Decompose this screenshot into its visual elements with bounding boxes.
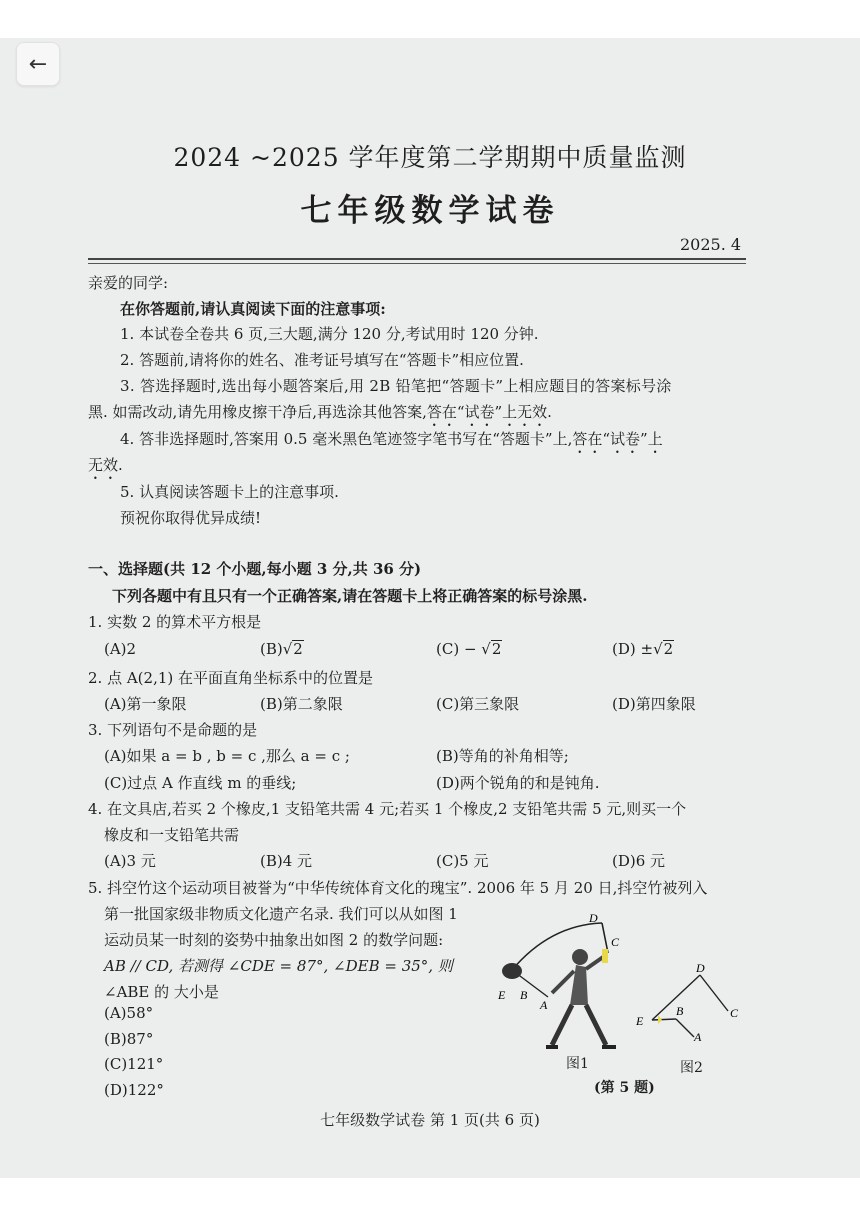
q3-option-c: (C)过点 A 作直线 m 的垂线; xyxy=(104,774,297,792)
q1-option-d xyxy=(612,640,674,658)
fig1-caption: 图1 xyxy=(566,1056,589,1072)
exam-title-line1: 2024 ~2025 学年度第二学期期中质量监测 xyxy=(173,143,687,172)
q2-option-d: (D)第四象限 xyxy=(612,695,696,713)
notice-item-3-emph: 答在“试卷”上无效. xyxy=(426,403,552,421)
q4-stem-line2: 橡皮和一支铅笔共需 xyxy=(104,826,240,844)
header-rule-thick xyxy=(88,258,746,260)
q1-option-c xyxy=(436,640,502,658)
fig2-caption: 图2 xyxy=(680,1060,703,1076)
q3-option-a: (A)如果 a = b , b = c ,那么 a = c ; xyxy=(104,747,350,765)
q1-option-c-prefix: (C) − √ xyxy=(436,640,491,658)
sqrt-icon: √ xyxy=(282,640,293,658)
q2-option-a: (A)第一象限 xyxy=(104,695,187,713)
figure-1-drawing xyxy=(490,905,640,1065)
section1-heading: 一、选择题(共 12 个小题,每小题 3 分,共 36 分) xyxy=(88,560,422,578)
q4-option-b: (B)4 元 xyxy=(260,852,313,870)
notice-item-3-cont-a: 黑. 如需改动,请先用橡皮擦干净后,再选涂其他答案, xyxy=(88,403,427,421)
q1-option-b xyxy=(260,640,304,658)
q2-stem: 2. 点 A(2,1) 在平面直角坐标系中的位置是 xyxy=(88,669,374,687)
fig2-label-d: D xyxy=(696,961,705,975)
q1-option-b-radicand: 2 xyxy=(293,640,303,658)
q3-option-d: (D)两个锐角的和是钝角. xyxy=(436,774,600,792)
notice-intro: 在你答题前,请认真阅读下面的注意事项: xyxy=(120,300,386,318)
fig1-label-d: D xyxy=(589,911,598,925)
q5-option-d: (D)122° xyxy=(104,1081,164,1099)
q1-stem: 1. 实数 2 的算术平方根是 xyxy=(88,613,262,631)
figure-2-drawing xyxy=(632,955,752,1055)
notice-item-4 xyxy=(120,428,663,457)
q3-stem: 3. 下列语句不是命题的是 xyxy=(88,721,258,739)
q1-option-c-radicand: 2 xyxy=(491,640,502,658)
q5-option-a: (A)58° xyxy=(104,1004,154,1022)
fig2-label-a: A xyxy=(694,1030,702,1044)
back-arrow-icon: ← xyxy=(28,51,48,77)
q4-option-d: (D)6 元 xyxy=(612,852,666,870)
q2-option-b: (B)第二象限 xyxy=(260,695,343,713)
q4-option-a: (A)3 元 xyxy=(104,852,156,870)
notice-greeting: 亲爱的同学: xyxy=(88,274,169,292)
exam-title-line2: 七年级数学试卷 xyxy=(300,193,560,229)
q1-option-a: (A)2 xyxy=(104,640,137,658)
q5-stem-line3: 运动员某一时刻的姿势中抽象出如图 2 的数学问题: xyxy=(104,931,444,949)
notice-item-3: 3. 答选择题时,选出每小题答案后,用 2B 铅笔把“答题卡”上相应题目的答案标号涂 xyxy=(120,377,672,395)
fig1-label-e: E xyxy=(498,988,506,1002)
notice-wish: 预祝你取得优异成绩! xyxy=(120,509,262,527)
q1-option-d-radicand: 2 xyxy=(663,640,674,658)
header-rule-thin xyxy=(88,263,746,264)
q5-stem-line5: ∠ABE 的 大小是 xyxy=(104,983,219,1001)
section1-instruction: 下列各题中有且只有一个正确答案,请在答题卡上将正确答案的标号涂黑. xyxy=(112,587,588,605)
notice-item-4-cont: 无效. xyxy=(88,456,123,474)
q1-option-b-prefix: (B) xyxy=(260,640,283,658)
page-footer: 七年级数学试卷 第 1 页(共 6 页) xyxy=(320,1111,540,1129)
notice-item-1: 1. 本试卷全卷共 6 页,三大题,满分 120 分,考试用时 120 分钟. xyxy=(120,325,539,343)
notice-item-4-emph: 答在“试卷”上 xyxy=(572,430,663,448)
q5-figure-label: (第 5 题) xyxy=(594,1080,655,1096)
notice-item-2: 2. 答题前,请将你的姓名、准考证号填写在“答题卡”相应位置. xyxy=(120,351,524,369)
q1-option-d-prefix: (D) ±√ xyxy=(612,640,663,658)
q4-option-c: (C)5 元 xyxy=(436,852,489,870)
fig2-label-e: E xyxy=(636,1014,644,1028)
fig1-label-b: B xyxy=(520,988,528,1002)
exam-date: 2025. 4 xyxy=(680,235,742,254)
q3-option-b: (B)等角的补角相等; xyxy=(436,747,569,765)
q5-stem-line4: AB // CD, 若测得 ∠CDE = 87°, ∠DEB = 35°, 则 xyxy=(104,957,453,975)
notice-item-4-a: 4. 答非选择题时,答案用 0.5 毫米黑色笔迹签字笔书写在“答题卡”上, xyxy=(120,430,573,448)
back-button[interactable] xyxy=(16,42,60,86)
q2-option-c: (C)第三象限 xyxy=(436,695,520,713)
fig2-label-c: C xyxy=(730,1006,739,1020)
q5-option-c: (C)121° xyxy=(104,1055,164,1073)
q5-option-b: (B)87° xyxy=(104,1030,154,1048)
notice-item-3-cont xyxy=(88,401,552,430)
q5-stem-line2: 第一批国家级非物质文化遗产名录. 我们可以从如图 1 xyxy=(104,905,458,923)
fig2-label-b: B xyxy=(676,1004,684,1018)
fig1-label-c: C xyxy=(611,935,620,949)
fig1-label-a: A xyxy=(540,998,548,1012)
q5-stem-line1: 5. 抖空竹这个运动项目被誉为“中华传统体育文化的瑰宝”. 2006 年 5 月 20 日,抖空竹被列入 xyxy=(88,879,708,897)
notice-item-5: 5. 认真阅读答题卡上的注意事项. xyxy=(120,483,339,501)
q4-stem-line1: 4. 在文具店,若买 2 个橡皮,1 支铅笔共需 4 元;若买 1 个橡皮,2 支铅笔共需 5 元,则买一个 xyxy=(88,800,687,818)
